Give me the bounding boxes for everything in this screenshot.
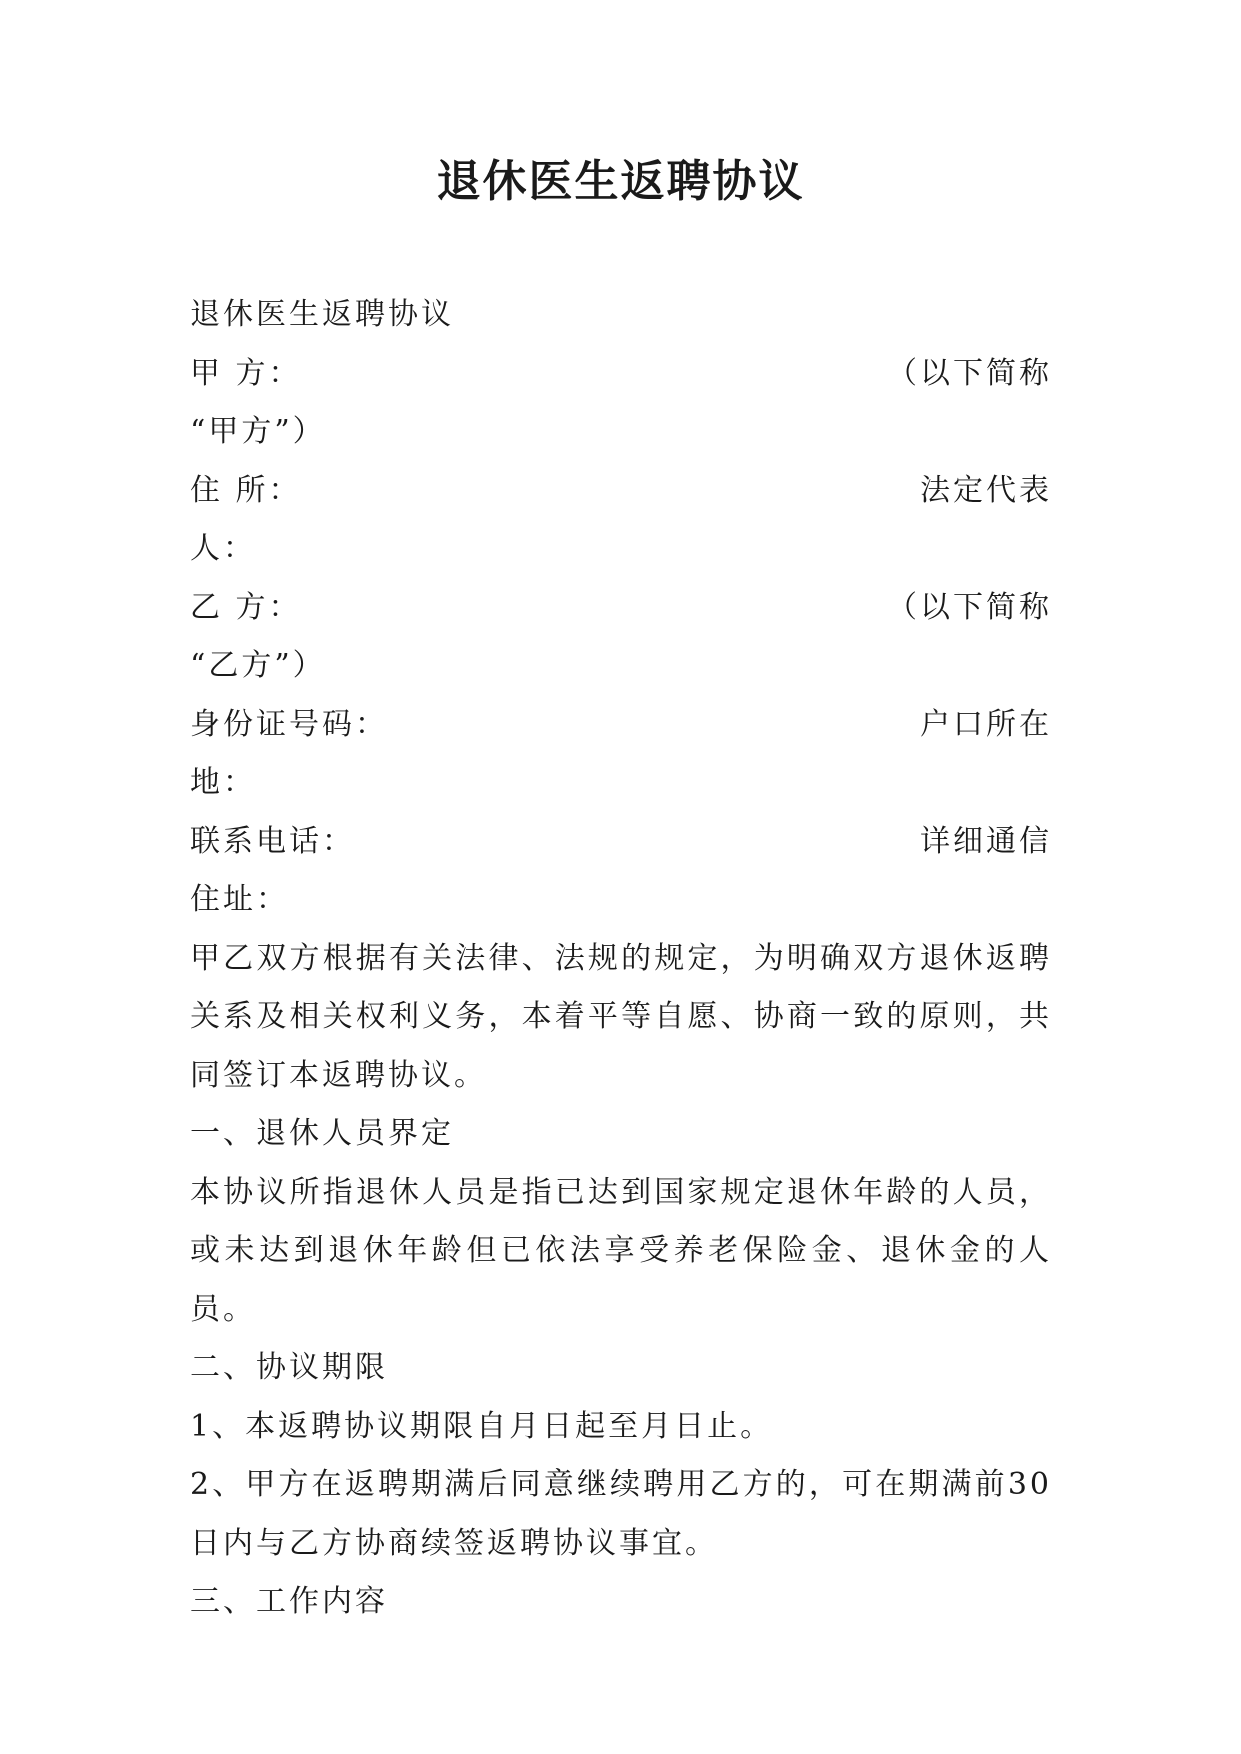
party-b-label: 乙 方： [190,589,302,625]
phone-label: 联系电话： [190,823,355,859]
party-b-right: （以下简称 [887,589,1052,625]
phone-right: 详细通信 [920,823,1052,859]
id-number-label: 身份证号码： [190,706,388,742]
section-3-heading: 三、工作内容 [190,1584,388,1619]
document-title: 退休医生返聘协议 [436,156,805,207]
id-number-right: 户口所在 [920,706,1052,742]
party-a-continuation: “甲方”） [190,414,326,449]
document-body [190,286,1052,1632]
address-continuation: 人： [190,531,256,566]
section-2-heading: 二、协议期限 [190,1350,388,1385]
section-2-item-2: 2、甲方在返聘期满后同意继续聘用乙方的，可在期满前30日内与乙方协商续签返聘协议事宜。 [190,1467,1052,1561]
id-number-continuation: 地： [190,765,256,800]
phone-line [190,813,1052,872]
party-a-label: 甲 方： [190,355,302,391]
section-1-heading: 一、退休人员界定 [190,1116,454,1151]
phone-continuation: 住址： [190,882,289,917]
intro-paragraph: 甲乙双方根据有关法律、法规的规定，为明确双方退休返聘关系及相关权利义务，本着平等自愿、协商一致的原则，共同签订本返聘协议。 [190,940,1052,1093]
address-line [190,462,1052,521]
address-label: 住 所： [190,472,302,508]
party-b-line [190,579,1052,638]
party-b-continuation: “乙方”） [190,648,326,683]
party-a-right: （以下简称 [887,355,1052,391]
section-1-paragraph: 本协议所指退休人员是指已达到国家规定退休年龄的人员，或未达到退休年龄但已依法享受养老保险金、退休金的人员。 [190,1174,1052,1327]
document-subtitle: 退休医生返聘协议 [190,297,454,332]
id-number-line [190,696,1052,755]
section-2-item-1: 1、本返聘协议期限自月日起至月日止。 [190,1408,774,1444]
party-a-line [190,345,1052,404]
address-right: 法定代表 [920,472,1052,508]
